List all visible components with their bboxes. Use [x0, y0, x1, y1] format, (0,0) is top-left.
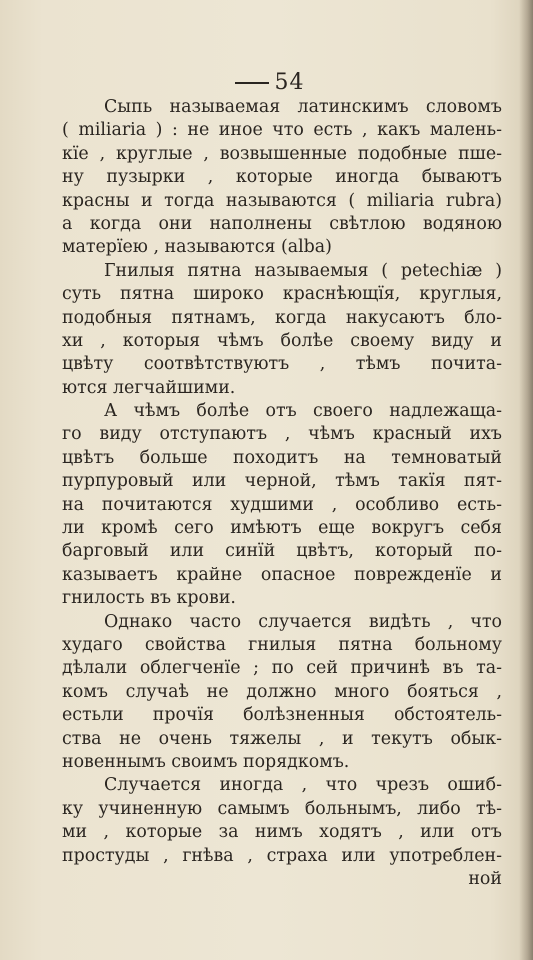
text-line: худаго свойства гнилыя пятна больному: [62, 634, 502, 655]
text-line: ку учиненную самымъ больнымъ, либо тѣ-: [62, 798, 502, 819]
text-line: цвѣтъ больше походитъ на темноватый: [62, 447, 502, 468]
text-line: ну пузырки , которые иногда бываютъ: [62, 167, 502, 188]
text-line: на почитаются худшими , особливо есть-: [62, 494, 502, 515]
text-line: ли кромѣ сего имѣютъ еще вокругъ себя: [62, 518, 502, 539]
text-line: Сыпь называемая латинскимъ словомъ: [104, 97, 502, 117]
text-line: естьли прочïя болѣзненныя обстоятель-: [62, 705, 502, 726]
page-number: 54: [274, 70, 305, 95]
body-text: [62, 96, 502, 891]
text-line: комъ случаѣ не должно много бояться ,: [62, 681, 502, 702]
page-gutter-shadow: [519, 0, 533, 960]
text-line: красны и тогда называются ( miliaria rubra): [62, 190, 502, 211]
text-line: Случается иногда , что чрезъ ошиб-: [104, 775, 502, 796]
text-line: го виду отступаютъ , чѣмъ красный ихъ: [62, 424, 502, 445]
text-line: суть пятна широко краснѣющïя, круглыя,: [62, 284, 502, 305]
text-line: а когда они наполнены свѣтлою водяною: [62, 213, 502, 234]
text-line: простуды , гнѣва , страха или употреблен-: [62, 845, 502, 866]
text-line: цвѣту соотвѣтствуютъ , тѣмъ почита-: [62, 354, 502, 375]
text-line: барговый или синïй цвѣтъ, который по-: [62, 541, 502, 562]
text-line: казываетъ крайне опасное поврежденïе и: [62, 564, 502, 585]
text-line: ми , которые за нимъ ходятъ , или отъ: [62, 822, 502, 843]
text-line: подобныя пятнамъ, когда накусаютъ бло-: [62, 307, 502, 328]
text-line: ( miliaria ) : не иное что есть , какъ малень-: [62, 120, 502, 141]
text-line: дѣлали облегченïе ; по сей причинѣ въ та-: [62, 658, 502, 679]
text-line: ются легчайшими.: [62, 377, 236, 398]
left-dash: [235, 82, 269, 84]
text-line: пурпуровый или черной, тѣмъ такïя пят-: [62, 471, 502, 492]
text-line: гнилость въ крови.: [62, 588, 236, 609]
text-line: матерïею , называются (alba): [62, 237, 332, 258]
text-line: ства не очень тяжелы , и текутъ обык-: [62, 728, 502, 749]
text-line: новеннымъ своимъ порядкомъ.: [62, 751, 350, 772]
text-line: Однако часто случается видѣть , что: [104, 611, 502, 632]
text-line: Гнилыя пятна называемыя ( petechiæ ): [104, 260, 502, 281]
page-number-header: [0, 70, 533, 95]
text-line: ной: [468, 868, 502, 889]
text-line: А чѣмъ болѣе отъ своего надлежаща-: [104, 401, 502, 422]
text-line: хи , которыя чѣмъ болѣе своему виду и: [62, 330, 502, 351]
text-line: кïе , круглые , возвышенные подобные пше-: [62, 143, 502, 164]
